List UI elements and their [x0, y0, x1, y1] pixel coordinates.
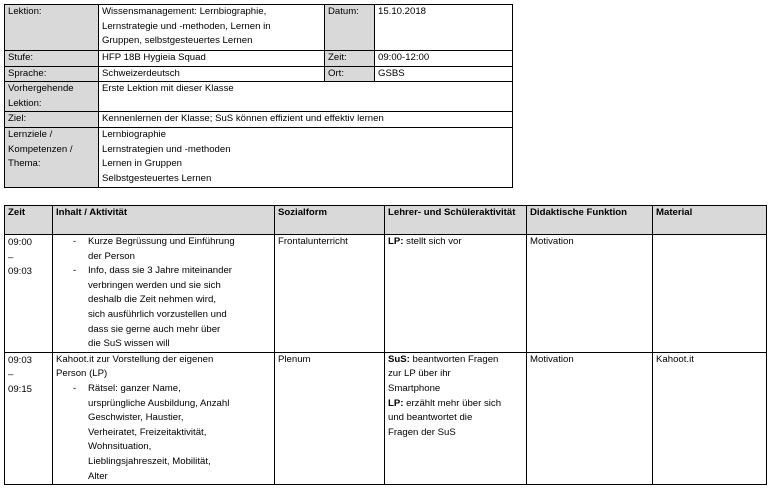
- col-header-funktion: Didaktische Funktion: [527, 206, 653, 235]
- row-aktivitaet: SuS: beantworten Fragen zur LP über ihr Smartphone LP: erzählt mehr über sich und beantwortet die Fragen der SuS: [385, 352, 527, 484]
- lernziele-value: Lernbiographie Lernstrategien und -methoden Lernen in Gruppen Selbstgesteuertes Lernen: [99, 127, 513, 187]
- row-sozialform: Frontalunterricht: [275, 235, 385, 353]
- lesson-plan-table: [4, 205, 767, 485]
- col-header-zeit: Zeit: [5, 206, 53, 235]
- zeit-value: 09:00-12:00: [375, 51, 513, 67]
- lektion-label: Lektion:: [5, 5, 99, 51]
- row-inhalt: [53, 235, 275, 353]
- ort-label: Ort:: [325, 66, 375, 82]
- col-header-material: Material: [653, 206, 767, 235]
- row-material: [653, 235, 767, 353]
- row-inhalt: Kahoot.it zur Vorstellung der eigenen Person (LP) - Rätsel: ganzer Name, ursprüngliche Ausbildung, Anzahl Geschwister, Haustier, Verheiratet, Freizeitaktivität, Wohnsituation, Lieblingsjahreszeit, Mobilität, Alter: [53, 352, 275, 484]
- table-row: [5, 235, 767, 353]
- col-header-aktivitaet: Lehrer- und Schüleraktivität: [385, 206, 527, 235]
- ziel-value: Kennenlernen der Klasse; SuS können effizient und effektiv lernen: [99, 112, 513, 128]
- vorher-label: Vorhergehende Lektion:: [5, 82, 99, 112]
- row-zeit: 09:03 – 09:15: [5, 352, 53, 484]
- row-sozialform: Plenum: [275, 352, 385, 484]
- row-funktion: Motivation: [527, 235, 653, 353]
- sprache-value: Schweizerdeutsch: [99, 66, 325, 82]
- ziel-label: Ziel:: [5, 112, 99, 128]
- row-funktion: Motivation: [527, 352, 653, 484]
- col-header-sozialform: Sozialform: [275, 206, 385, 235]
- col-header-inhalt: Inhalt / Aktivität: [53, 206, 275, 235]
- list-item: - Info, dass sie 3 Jahre miteinander verbringen werden und sie sich deshalb die Zeit nehmen wird, sich ausführlich vorzustellen und dass sie gerne auch mehr über die SuS wissen will: [56, 264, 271, 352]
- lesson-header-row: [5, 206, 767, 235]
- table-row: [5, 352, 767, 484]
- lesson-info-table: [4, 4, 513, 188]
- zeit-label: Zeit:: [325, 51, 375, 67]
- lernziele-label: Lernziele / Kompetenzen / Thema:: [5, 127, 99, 187]
- datum-label: Datum:: [325, 5, 375, 51]
- stufe-label: Stufe:: [5, 51, 99, 67]
- sprache-label: Sprache:: [5, 66, 99, 82]
- list-item: - Kurze Begrüssung und Einführung der Person: [56, 235, 271, 264]
- datum-value: 15.10.2018: [375, 5, 513, 51]
- vorher-value: Erste Lektion mit dieser Klasse: [99, 82, 513, 112]
- list-item: - Rätsel: ganzer Name, ursprüngliche Ausbildung, Anzahl Geschwister, Haustier, Verheiratet, Freizeitaktivität, Wohnsituation, Lieblingsjahreszeit, Mobilität, Alter: [56, 382, 271, 484]
- row-aktivitaet: LP: stellt sich vor: [385, 235, 527, 353]
- stufe-value: HFP 18B Hygieia Squad: [99, 51, 325, 67]
- row-zeit: 09:00 – 09:03: [5, 235, 53, 353]
- row-material: Kahoot.it: [653, 352, 767, 484]
- lektion-value: Wissensmanagement: Lernbiographie, Lernstrategie und -methoden, Lernen in Gruppen, selbstgesteuertes Lernen: [99, 5, 325, 51]
- ort-value: GSBS: [375, 66, 513, 82]
